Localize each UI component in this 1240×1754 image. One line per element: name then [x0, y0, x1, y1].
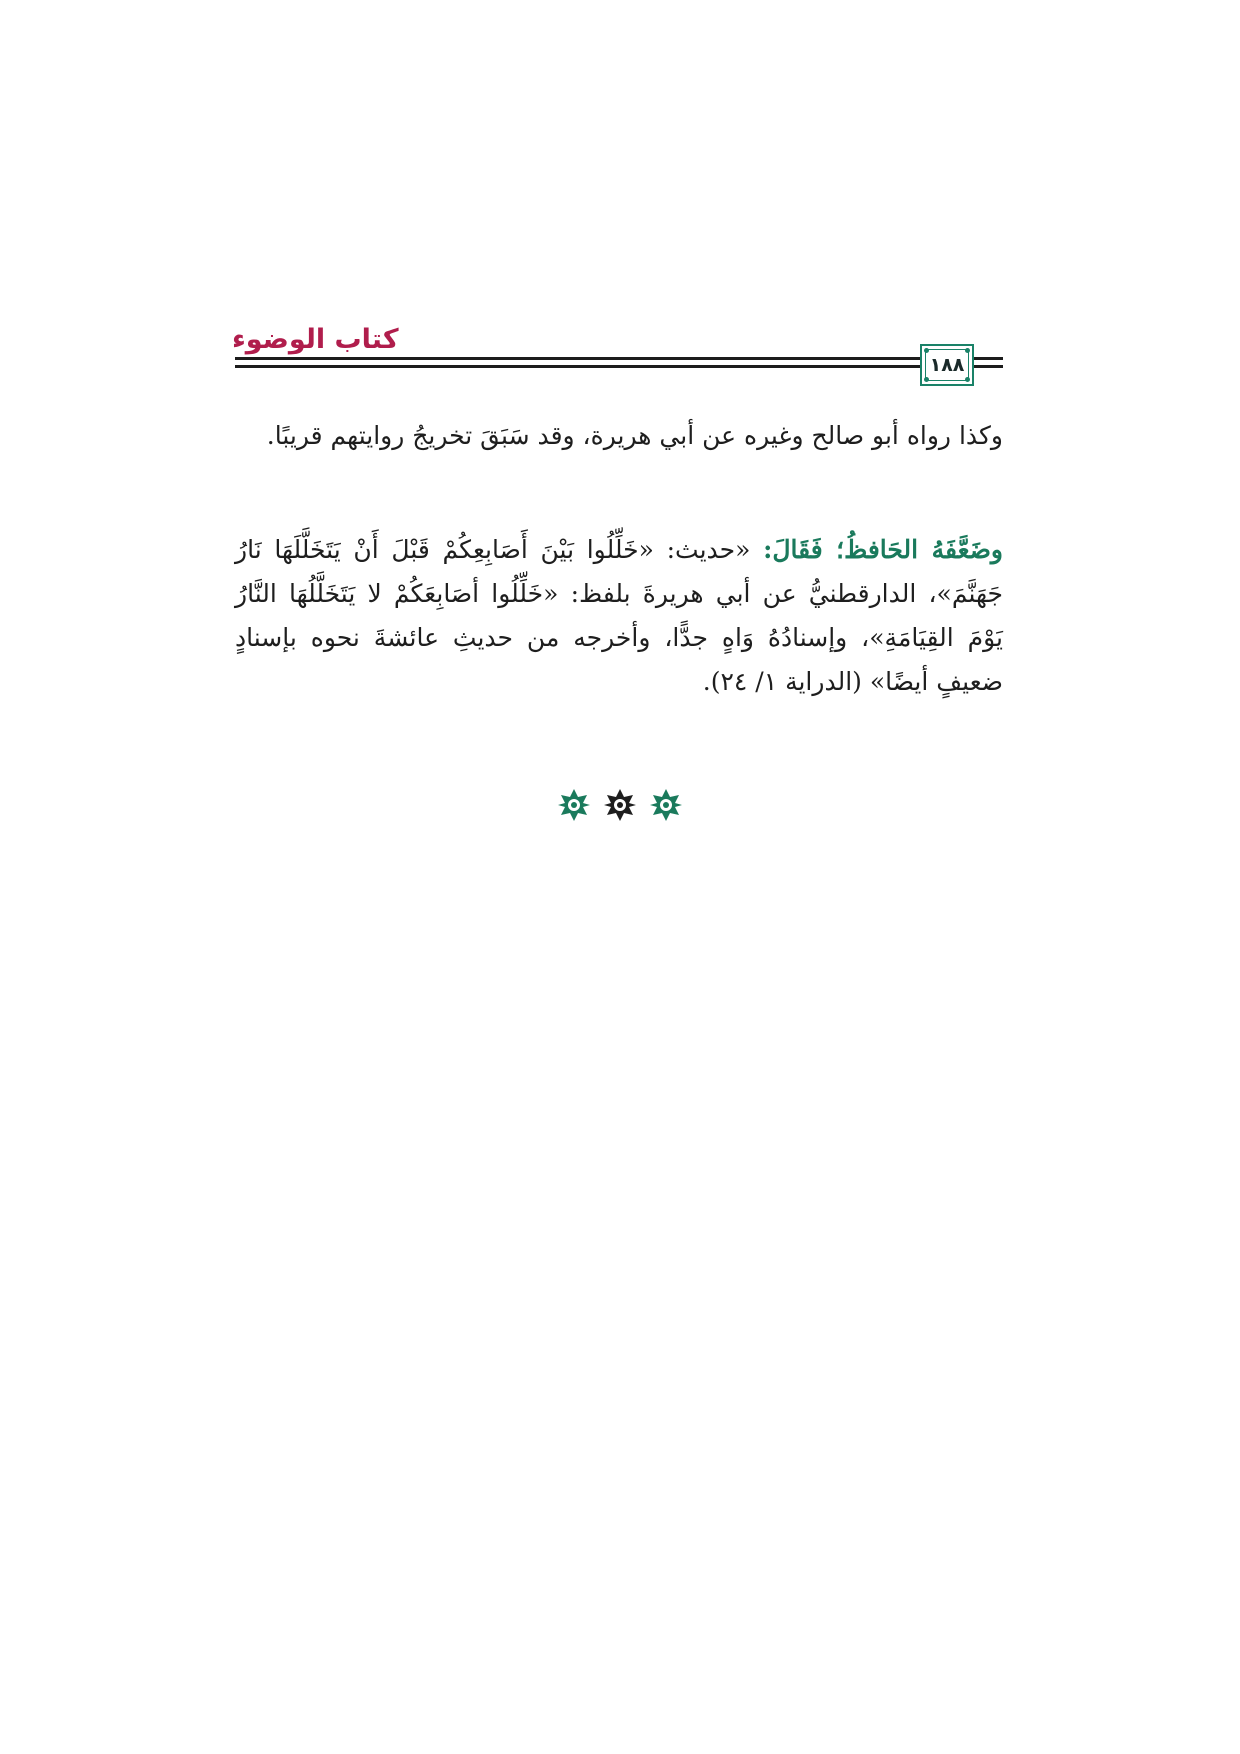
page-number-badge	[920, 344, 974, 386]
running-title: كتاب الوضوء	[232, 324, 399, 355]
star-flower-icon	[557, 788, 591, 822]
star-flower-icon	[649, 788, 683, 822]
paragraph-2-text: «حديث: «خَلِّلُوا بَيْنَ أَصَابِعِكُمْ قَبْلَ أَنْ يَتَخَلَّلَهَا نَارُ جَهَنَّمَ»، الدارقطنيُّ عن أبي هريرةَ بلفظ: «خَلِّلُوا أصَابِعَكُمْ لا يَتَخَلَّلُهَا النَّارُ يَوْمَ القِيَامَةِ»، وإسنادُهُ وَاهٍ جدًّا، وأخرجه من حديثِ عائشةَ نحوه بإسنادٍ ضعيفٍ أيضًا» (الدراية ١/ ٢٤).	[235, 535, 1003, 696]
paragraph-1	[235, 414, 1003, 458]
corner-dot-icon	[924, 348, 929, 353]
corner-dot-icon	[924, 377, 929, 382]
corner-dot-icon	[965, 377, 970, 382]
paragraph-1-text: وكذا رواه أبو صالح وغيره عن أبي هريرة، وقد سَبَقَ تخريجُ روايتهم قريبًا.	[266, 421, 1003, 450]
paragraph-2-lead: وضَعَّفَهُ الحَافظُ؛ فَقَالَ:	[763, 535, 1003, 564]
page-number-frame	[925, 349, 969, 381]
page-number: ١٨٨	[929, 354, 965, 376]
header-rule-bottom	[235, 365, 1003, 368]
star-flower-icon	[603, 788, 637, 822]
header-rule-top	[235, 357, 1003, 360]
corner-dot-icon	[965, 348, 970, 353]
paragraph-2	[235, 528, 1003, 704]
end-ornaments	[0, 788, 1240, 822]
